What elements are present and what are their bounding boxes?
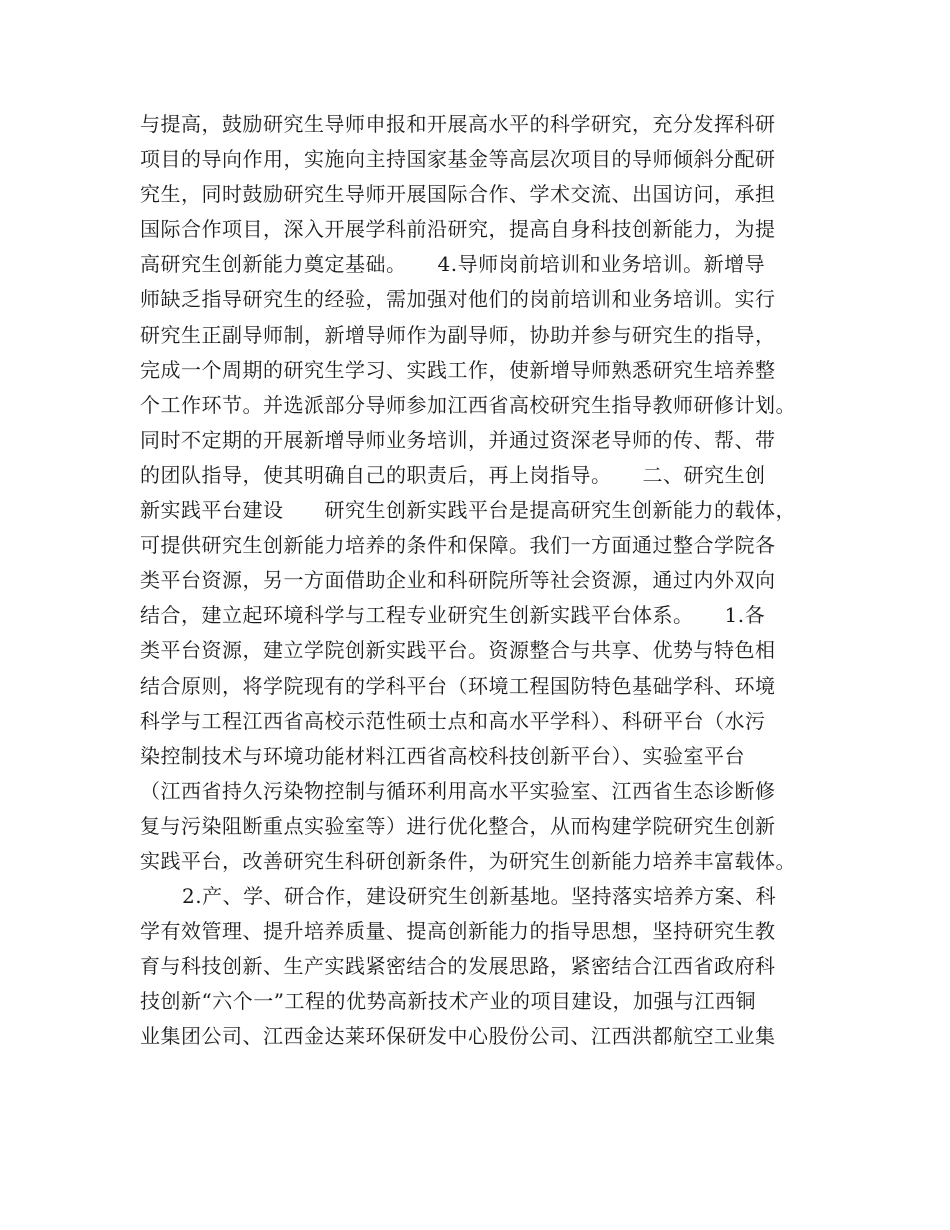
text-line: 个工作环节。并选派部分导师参加江西省高校研究生指导教师研修计划。 — [140, 392, 796, 417]
text-line: 类平台资源，另一方面借助企业和科研院所等社会资源，通过内外双向 — [140, 568, 776, 593]
text-line: 究生，同时鼓励研究生导师开展国际合作、学术交流、出国访问，承担 — [140, 182, 776, 207]
body-text — [140, 107, 820, 1055]
text-line: 与提高，鼓励研究生导师申报和开展高水平的科学研究，充分发挥科研 — [140, 112, 776, 136]
text-line: 的团队指导，使其明确自己的职责后，再上岗指导。 二、研究生创 — [140, 462, 766, 487]
text-line: 可提供研究生创新能力培养的条件和保障。我们一方面通过整合学院各 — [140, 533, 776, 558]
text-line: 研究生正副导师制，新增导师作为副导师，协助并参与研究生的指导， — [140, 322, 776, 347]
text-line: 高研究生创新能力奠定基础。 4.导师岗前培训和业务培训。新增导 — [140, 252, 766, 277]
text-line: 育与科技创新、生产实践紧密结合的发展思路，紧密结合江西省政府科 — [140, 954, 776, 979]
text-line: 完成一个周期的研究生学习、实践工作，使新增导师熟悉研究生培养整 — [140, 357, 776, 382]
text-line: （江西省持久污染物控制与循环利用高水平实验室、江西省生态诊断修 — [140, 778, 776, 803]
text-line: 实践平台，改善研究生科研创新条件，为研究生创新能力培养丰富载体。 — [140, 848, 796, 873]
text-line: 技创新“六个一”工程的优势高新技术产业的项目建设，加强与江西铜 — [140, 989, 756, 1014]
text-line: 国际合作项目，深入开展学科前沿研究，提高自身科技创新能力，为提 — [140, 217, 776, 242]
text-line: 复与污染阻断重点实验室等）进行优化整合，从而构建学院研究生创新 — [140, 813, 776, 838]
text-line: 类平台资源，建立学院创新实践平台。资源整合与共享、优势与特色相 — [140, 638, 776, 663]
text-line: 同时不定期的开展新增导师业务培训，并通过资深老导师的传、帮、带 — [140, 427, 776, 452]
text-line: 新实践平台建设 研究生创新实践平台是提高研究生创新能力的载体， — [140, 498, 796, 523]
text-line: 结合，建立起环境科学与工程专业研究生创新实践平台体系。 1.各 — [140, 603, 766, 628]
text-line: 学有效管理、提升培养质量、提高创新能力的指导思想，坚持研究生教 — [140, 919, 776, 944]
text-line: 师缺乏指导研究生的经验，需加强对他们的岗前培训和业务培训。实行 — [140, 287, 776, 312]
text-line: 2.产、学、研合作，建设研究生创新基地。坚持落实培养方案、科 — [182, 884, 777, 909]
text-line: 染控制技术与环境功能材料江西省高校科技创新平台）、实验室平台 — [140, 743, 745, 768]
text-line: 业集团公司、江西金达莱环保研发中心股份公司、江西洪都航空工业集 — [140, 1024, 776, 1049]
text-line: 结合原则，将学院现有的学科平台（环境工程国防特色基础学科、环境 — [140, 673, 776, 698]
text-line: 科学与工程江西省高校示范性硕士点和高水平学科）、科研平台（水污 — [140, 708, 766, 733]
text-line: 项目的导向作用，实施向主持国家基金等高层次项目的导师倾斜分配研 — [140, 147, 776, 172]
